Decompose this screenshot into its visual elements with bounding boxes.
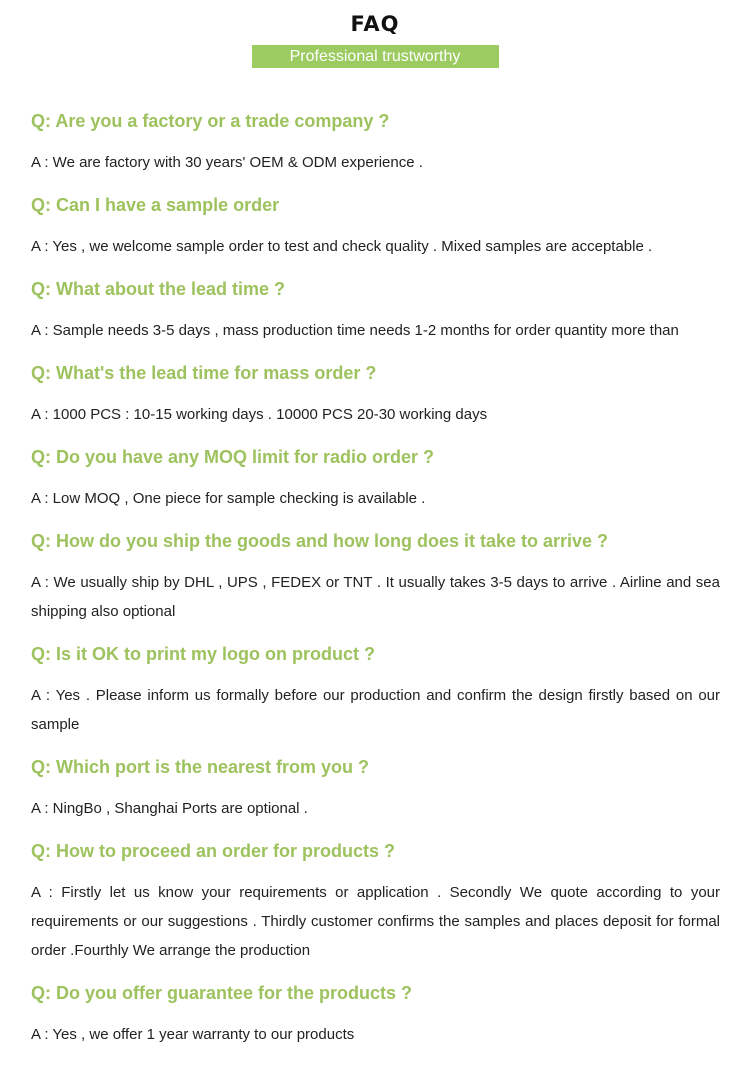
faq-answer: A : We usually ship by DHL , UPS , FEDEX or TNT . It usually takes 3-5 days to arrive . Airline and sea shipping also optional: [31, 574, 720, 620]
faq-answer: A : Sample needs 3-5 days , mass production time needs 1-2 months for order quantity more than: [31, 322, 679, 339]
faq-item: [31, 978, 720, 1049]
faq-item: [31, 442, 720, 513]
faq-question: Q: Do you have any MOQ limit for radio order ?: [31, 447, 435, 467]
faq-item: [31, 190, 720, 261]
subtitle-banner: Professional trustworthy: [252, 45, 499, 68]
faq-answer: A : Yes , we offer 1 year warranty to our products: [31, 1026, 355, 1043]
faq-question: Q: How to proceed an order for products ?: [31, 841, 396, 861]
faq-item: [31, 639, 720, 739]
faq-answer: A : 1000 PCS : 10-15 working days . 10000 PCS 20-30 working days: [31, 406, 488, 423]
faq-item: [31, 274, 720, 345]
faq-item: [31, 106, 720, 177]
faq-question: Q: Are you a factory or a trade company ?: [31, 111, 390, 131]
faq-item: [31, 752, 720, 823]
faq-question: Q: Can I have a sample order: [31, 195, 280, 215]
faq-item: [31, 526, 720, 626]
faq-question: Q: What's the lead time for mass order ?: [31, 363, 377, 383]
faq-item: [31, 836, 720, 965]
faq-answer: A : We are factory with 30 years' OEM & ODM experience .: [31, 154, 423, 171]
faq-question: Q: What about the lead time ?: [31, 279, 286, 299]
faq-item: [31, 358, 720, 429]
faq-answer: A : Yes , we welcome sample order to test and check quality . Mixed samples are acceptable .: [31, 238, 653, 255]
faq-question: Q: How do you ship the goods and how long does it take to arrive ?: [31, 531, 609, 551]
faq-answer: A : Low MOQ , One piece for sample checking is available .: [31, 490, 426, 507]
faq-answer: A : NingBo , Shanghai Ports are optional .: [31, 800, 308, 817]
faq-answer: A : Firstly let us know your requirements or application . Secondly We quote according to your requirements or our suggestions . Thirdly customer confirms the samples and places deposit for formal order .Fourthly We arrange the production: [31, 884, 720, 959]
faq-list: [31, 106, 720, 1062]
faq-question: Q: Is it OK to print my logo on product ?: [31, 644, 375, 664]
faq-header: [0, 0, 750, 68]
faq-answer: A : Yes . Please inform us formally before our production and confirm the design firstly based on our sample: [31, 687, 720, 733]
page-title: FAQ: [350, 12, 400, 36]
faq-question: Q: Which port is the nearest from you ?: [31, 757, 370, 777]
faq-question: Q: Do you offer guarantee for the products ?: [31, 983, 413, 1003]
